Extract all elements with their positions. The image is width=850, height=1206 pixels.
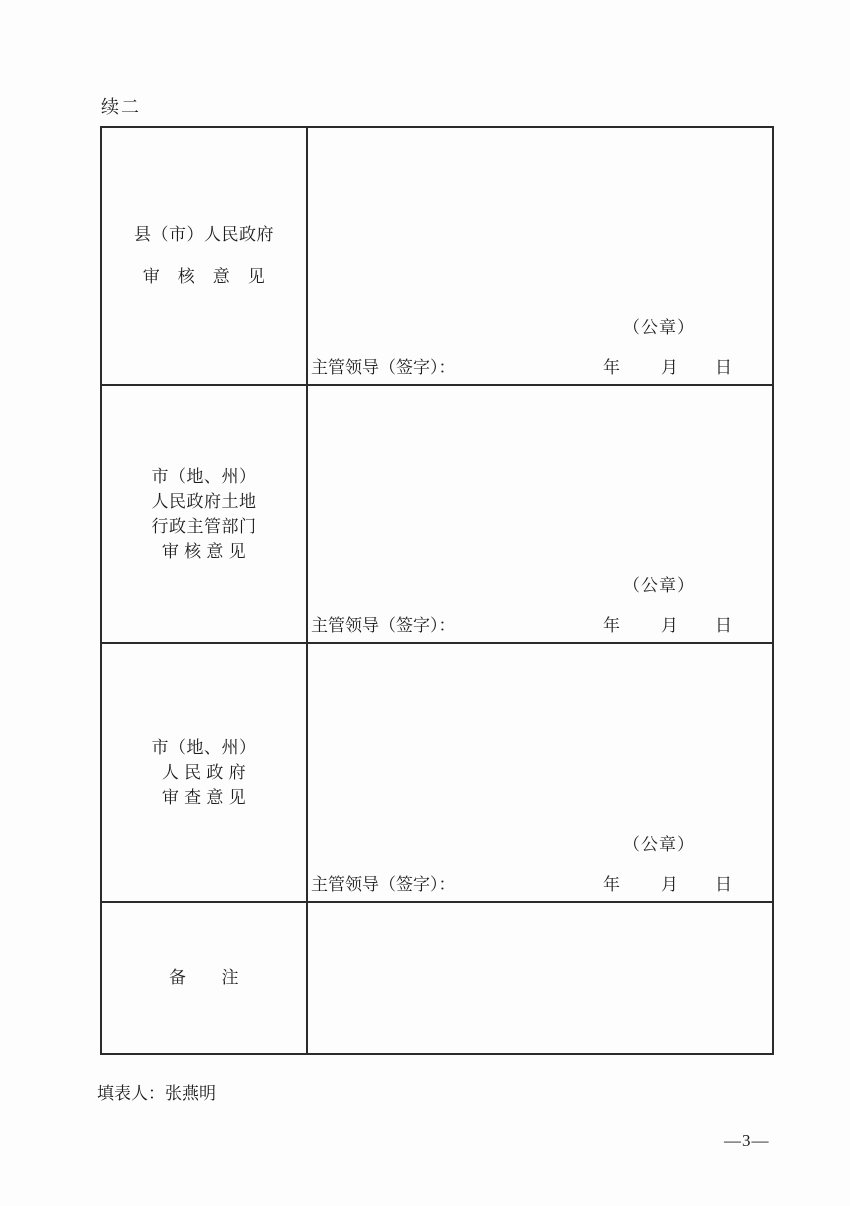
- continuation-label: 续二: [101, 97, 141, 117]
- sign-label: 主管领导（签字）：: [311, 616, 456, 635]
- table-row-remarks: [102, 901, 772, 1053]
- month-label: 月: [661, 875, 678, 894]
- table-row-city-land-dept-review: [102, 384, 772, 642]
- label-line: 备 注: [169, 968, 239, 987]
- row-content-remarks: [308, 903, 772, 1053]
- row-label-city-government-examination: [102, 644, 308, 901]
- table-row-city-government-examination: [102, 642, 772, 901]
- table-row-county-review: [102, 128, 772, 384]
- label-line: 市（地、州）: [151, 738, 257, 757]
- row-label-city-land-dept-review: [102, 386, 308, 642]
- label-line: 县（市）人民政府: [134, 225, 274, 244]
- filled-by-line: [97, 1079, 216, 1104]
- label-line: 人民政府土地: [151, 492, 257, 511]
- row-label-remarks: [102, 903, 308, 1053]
- year-label: 年: [603, 875, 620, 894]
- year-label: 年: [603, 616, 620, 635]
- day-label: 日: [715, 358, 732, 377]
- signature-line: [308, 611, 772, 633]
- label-line: 人 民 政 府: [161, 763, 247, 782]
- label-line: 审 核 意 见: [142, 267, 266, 286]
- row-label-county-review: [102, 128, 308, 384]
- filled-by-label: 填表人：: [97, 1084, 165, 1103]
- label-line: 行政主管部门: [151, 517, 257, 536]
- signature-line: [308, 870, 772, 892]
- label-line: 审 核 意 见: [161, 542, 247, 561]
- row-content-city-land-dept-review: [308, 386, 772, 642]
- seal-placeholder: （公章）: [623, 576, 695, 595]
- seal-placeholder: （公章）: [623, 835, 695, 854]
- day-label: 日: [715, 875, 732, 894]
- signature-line: [308, 353, 772, 375]
- sign-label: 主管领导（签字）：: [311, 358, 456, 377]
- day-label: 日: [715, 616, 732, 635]
- seal-placeholder: （公章）: [623, 318, 695, 337]
- row-content-county-review: [308, 128, 772, 384]
- approval-opinions-table: [100, 126, 774, 1055]
- page-number: —3—: [724, 1131, 770, 1150]
- month-label: 月: [661, 358, 678, 377]
- row-content-city-government-examination: [308, 644, 772, 901]
- month-label: 月: [661, 616, 678, 635]
- year-label: 年: [603, 358, 620, 377]
- label-line: 审 查 意 见: [161, 788, 247, 807]
- filled-by-name: 张燕明: [165, 1084, 216, 1103]
- sign-label: 主管领导（签字）：: [311, 875, 456, 894]
- label-line: 市（地、州）: [151, 467, 257, 486]
